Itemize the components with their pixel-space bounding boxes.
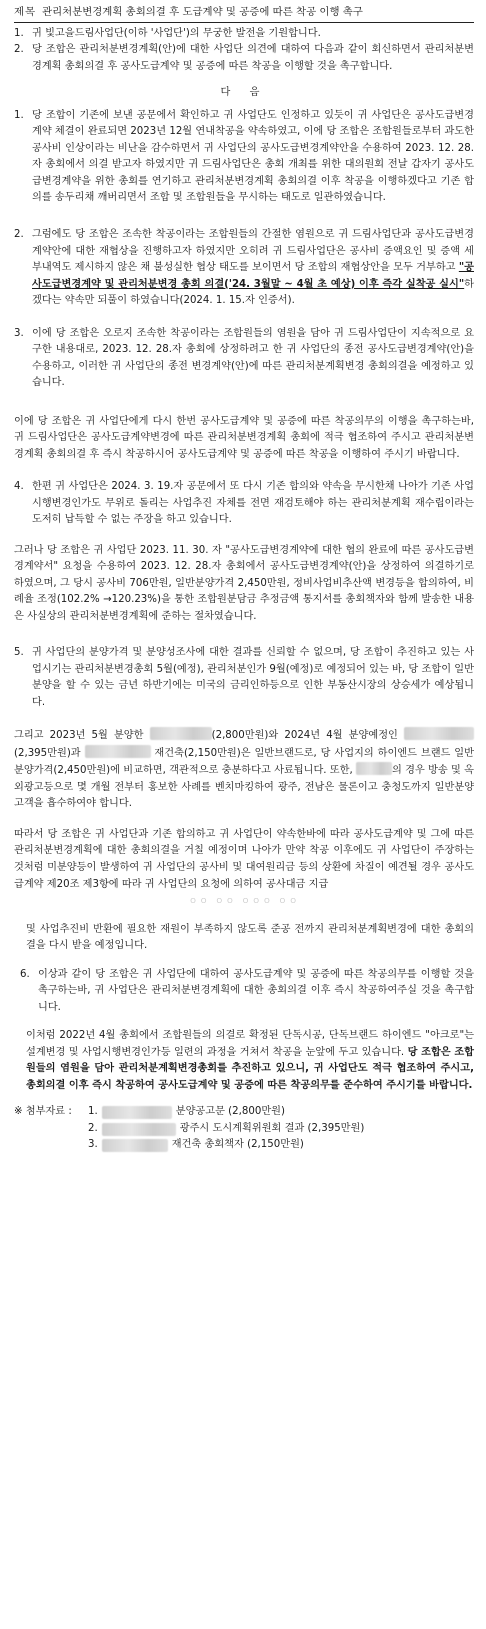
redacted-text	[85, 745, 151, 758]
item-number: 5.	[14, 647, 24, 659]
sale-price-paragraph	[14, 727, 474, 813]
therefore-paragraph: 따라서 당 조합은 귀 사업단과 기존 합의하고 귀 사업단이 약속한바에 따라 공사도급계약 및 그에 따른 관리처분변경계획에 대한 총회의결을 거칠 예정이며 나아가 만약 착공 이후에도 귀 사업단이 주장하는 것처럼 미분양등이 발생하여 귀 사업단의 공사비 및 대여원리금 등의 상환에 차질이 예견될 경우 공사도급계약 제20조 제3항에 따라 귀 사업단의 요청에 의하여 공사대금 지급	[14, 828, 474, 890]
item-number: 1.	[14, 109, 24, 121]
attachment-number: 3.	[88, 1139, 98, 1151]
section-heading: 다 음	[220, 87, 268, 99]
attachment-text: 광주시 도시계획위원회 결과 (2,395만원)	[179, 1122, 365, 1134]
subject-text: 관리처분변경계획 총회의결 후 도급계약 및 공증에 따른 착공 이행 촉구	[42, 6, 363, 18]
attachment-item	[88, 1137, 364, 1154]
redacted-text	[404, 727, 474, 740]
item-text: 귀 사업단의 분양가격 및 분양성조사에 대한 결과를 신뢰할 수 없으며, 당 조합이 추진하고 있는 사업시기는 관리처분변경총회 5월(예정), 관리처분인가 9월(예정)로 예정되어 있는 바, 당 조합이 일반분양을 할 수 있는 금년 하반기에는 미국의 금리인하등으로 인한 부동산시장의 상승세가 예상됩니다.	[32, 647, 474, 708]
attachments-label: ※ 첨부자료 :	[14, 1106, 72, 1118]
intro-item-1	[14, 26, 474, 43]
item-4	[14, 479, 474, 529]
item-3	[14, 326, 474, 392]
emphasized-quote: "공사도급변경계약 및 관리처분변경 총회 의결('24. 3월말 ~ 4월 초 예상) 이후 즉각 실착공 실시"	[32, 262, 474, 290]
item-text: 이에 당 조합은 오로지 조속한 착공이라는 조합원들의 염원을 담아 귀 드림사업단이 지속적으로 요구한 내용대로, 2023. 12. 28.자 총회에 상정하려고 한 귀 사업단의 종전 공사도급변경계약(안)을 수용하고, 이러한 귀 사업단의 종전 변경계약(안)에 따른 관리처분계획변경 총회의결을 예정하고 있습니다.	[32, 327, 474, 389]
item-text: 당 조합은 관리처분변경계획(안)에 대한 사업단 의견에 대하여 다음과 같이 회신하면서 관리처분변경계획 총회의결 후 공사도급계약 및 공증에 따른 착공을 이행할 것을 촉구합니다.	[32, 44, 474, 72]
item-text: 이상과 같이 당 조합은 귀 사업단에 대하여 공사도급계약 및 공증에 따른 착공의무를 이행할 것을 촉구하는바, 귀 사업단은 관리처분변경계획에 대한 총회의결 이후 즉시 착공하여주실 것을 촉구합니다.	[38, 968, 474, 1013]
intro-item-2	[14, 42, 474, 75]
attachment-text: 재건축 총회책자 (2,150만원)	[171, 1139, 304, 1151]
text-part: 재건축(2,150만원)은 일반브랜드로, 당 사업지의 하이엔드 브랜드 일반분양가격(2,450만원)에 비교하면, 객관적으로 충분하다고 사료됩니다. 또한,	[14, 747, 474, 777]
attachment-item	[88, 1121, 364, 1138]
item-text	[32, 227, 474, 310]
attachment-item	[88, 1104, 364, 1121]
attachment-text: 분양공고문 (2,800만원)	[175, 1106, 285, 1118]
item-1	[14, 108, 474, 207]
text-part: (2,395만원)과	[14, 747, 81, 759]
item-text: 당 조합이 기존에 보낸 공문에서 확인하고 귀 사업단도 인정하고 있듯이 귀 사업단은 공사도급변경계약 체결이 완료되면 2023년 12월 연내착공을 약속하였고, 이에 당 조합은 조합원들로부터 과도한 공사비 인상이라는 비난을 감수하면서 귀 사업단의 공사도급변경계약안을 수용하여 2023. 12. 28.자 총회에서 의결 받고자 하였지만 귀 드림사업단은 총회 개최를 위한 대의원회 전날 갑자기 공사도급변경계약을 위한 총회를 연기하고 관리처분변경계획 총회의결 이후 착공을 이행하겠다고 기존 합의를 송두리채 깨버리면서 조합 및 조합원들을 무시하는 태도로 일관하였습니다.	[32, 109, 474, 204]
redacted-text	[102, 1139, 168, 1152]
item-6	[14, 967, 474, 1017]
item-2	[14, 227, 474, 310]
subject-label: 제목	[14, 6, 37, 18]
text-part: 의 경우 방송 및 옥외광고등으로 몇 개월 전부터 홍보한 사례를 벤치마킹하여 광주, 전남은 물론이고 충청도까지 일반분양고객을 흡수하여야 합니다.	[14, 765, 474, 810]
text-part: 이처럼 2022년 4월 총회에서 조합원들의 의결로 확정된 단독시공, 단독브랜드 하이엔드 "아크로"는 설계변경 및 사업시행변경인가등 일련의 과정을 거쳐서 착공을 눈앞에 두고 있습니다.	[26, 1030, 474, 1058]
redacted-text	[150, 727, 212, 740]
continuation-paragraph: 및 사업추진비 반환에 필요한 재원이 부족하지 않도록 준공 전까지 관리처분계획변경에 대한 총회의결을 다시 받을 예정입니다.	[26, 923, 474, 952]
item-number: 2.	[14, 229, 24, 240]
however-paragraph: 그러나 당 조합은 귀 사업단 2023. 11. 30. 자 "공사도급변경계약에 대한 협의 완료에 따른 공사도급변경계약서" 요청을 수용하여 2023. 12. 28.자 총회에서 공사도급변경계약(안)을 상정하여 의결하기로 하였으며, 그 당시 공사비 706만원, 일반분양가격 2,450만원, 정비사업비추산액 변경등을 합의하여, 비례율 조정(102.2% →120.23%)을 통한 조합원분담금 추정금액 통지서를 총회책자와 함께 발송한 내용은 사실상의 관리처분변경계획에 준하는 절차였습니다.	[14, 544, 474, 622]
item-number: 4.	[14, 481, 24, 493]
item-number: 6.	[20, 968, 30, 980]
item-number: 3.	[14, 327, 24, 339]
faded-line: ㅇㅇ ㅇㅇ ㅇㅇㅇ ㅇㅇ	[188, 897, 300, 908]
subject-row	[14, 4, 474, 23]
item-text: 한편 귀 사업단은 2024. 3. 19.자 공문에서 또 다시 기존 합의와 약속을 무시한채 나아가 기존 사업시행변경인가도 무위로 돌리는 사업추진 자체를 전면 재검토해야 하는 관리처분계획 재수립이라는 도저히 납득할 수 없는 주장을 하고 있습니다.	[32, 481, 474, 526]
item-text-part: 하겠다는 약속만 되풀이 하였습니다(2024. 1. 15.자 인증서).	[32, 278, 474, 307]
item-number: 2.	[14, 44, 24, 56]
item-number: 1.	[14, 27, 24, 39]
bold-request: 당 조합은 조합원들의 염원을 담아 관리처분계획변경총회를 추진하고 있으니, 귀 사업단도 적극 협조하여 주시고, 총회의결 이후 즉시 착공하여 공사도급계약 및 공증에 따른 착공의무를 준수하여 주시기를 바랍니다.	[26, 1046, 475, 1091]
urge-paragraph: 이에 당 조합은 귀 사업단에게 다시 한번 공사도급계약 및 공증에 따른 착공의무의 이행을 촉구하는바, 귀 드림사업단은 공사도급계약변경에 따른 관리처분변경계획 총회에 적극 협조하여 주시고 관리처분변경계획 총회의결 후 즉시 착공하시어 공사도급계약 및 공증에 따른 착공을 이행하여 주시기 바랍니다.	[14, 415, 474, 460]
attachments	[14, 1104, 474, 1154]
text-part: 그리고 2023년 5월 분양한	[14, 730, 144, 742]
item-text-part: 그럼에도 당 조합은 조속한 착공이라는 조합원들의 간절한 염원으로 귀 드림사업단과 공사도급변경계약안에 대한 재협상을 진행하고자 하였지만 오히려 귀 드림사업단은 공사비 증액요인 및 증액 세부내역도 제시하지 않은 채 불성실한 협상 태도를 보이면서 당 조합의 재협상안을 모두 거부하고	[32, 229, 474, 274]
item-text: 귀 빛고을드림사업단(이하 '사업단')의 무궁한 발전을 기원합니다.	[32, 27, 321, 39]
final-paragraph	[14, 1028, 474, 1094]
redacted-text	[102, 1123, 176, 1136]
redacted-text	[356, 762, 392, 775]
attachment-list	[88, 1104, 364, 1154]
attachment-number: 2.	[88, 1122, 98, 1134]
text-part: (2,800만원)와 2024년 4월 분양예정인	[211, 730, 398, 742]
document	[14, 4, 474, 1154]
attachment-number: 1.	[88, 1106, 98, 1118]
item-5	[14, 645, 474, 711]
redacted-text	[102, 1106, 172, 1119]
